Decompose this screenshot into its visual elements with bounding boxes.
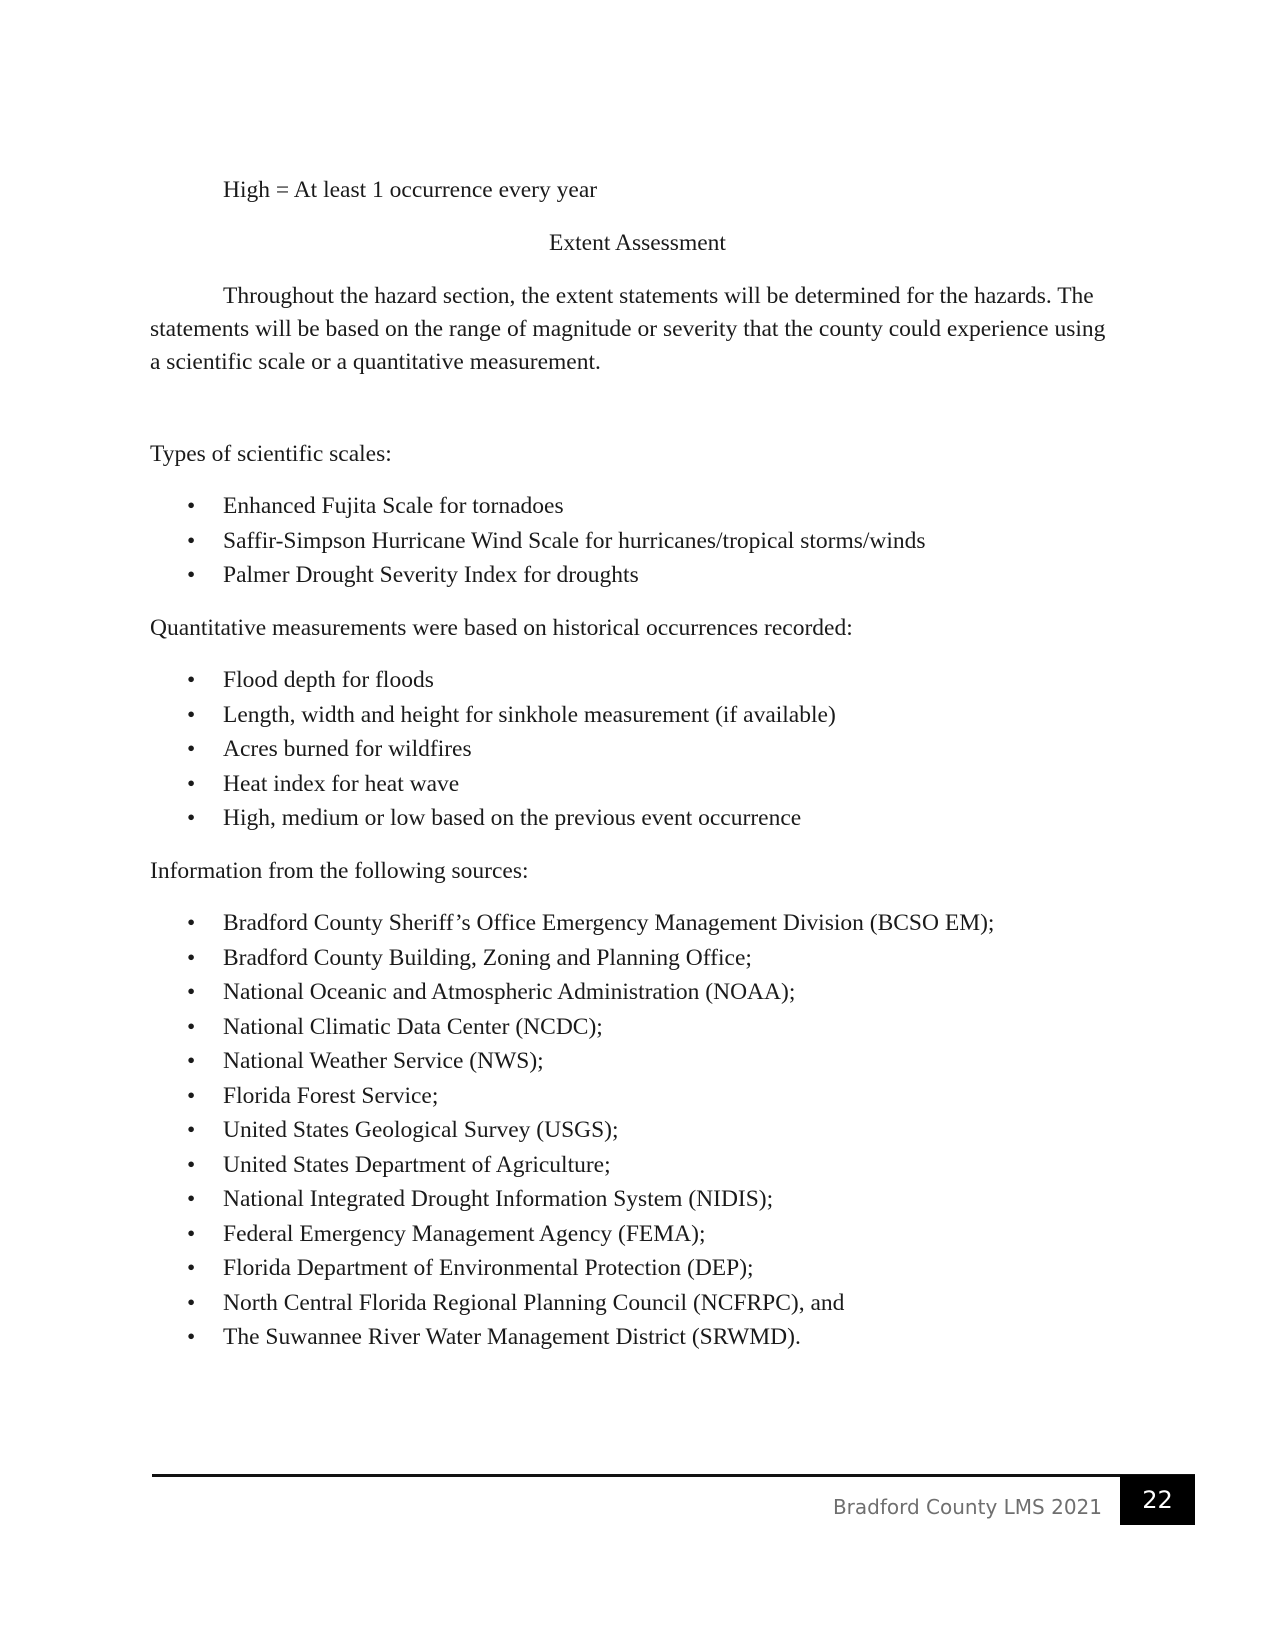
bullet-icon: • [187,805,196,831]
bullet-icon: • [187,944,196,971]
bullet-icon: • [187,770,196,797]
sources-list [150,907,994,1356]
bullet-icon: • [187,1013,196,1040]
bullet-icon: • [187,1117,196,1143]
page-number-badge [1120,1475,1195,1525]
list-item: • National Climatic Data Center (NCDC); [150,1011,994,1046]
scales-list [150,490,926,594]
bullet-icon: • [187,667,196,693]
bullet-icon: • [187,1082,196,1109]
list-item: • Federal Emergency Management Agency (FEMA); [150,1218,994,1253]
page-number: 22 [1142,1486,1173,1514]
list-item: • Acres burned for wildfires [150,733,836,768]
bullet-icon: • [187,910,196,936]
extent-paragraph [150,280,1110,379]
list-item: • Heat index for heat wave [150,768,836,803]
frequency-definition-high: High = At least 1 occurrence every year [223,177,598,203]
bullet-icon: • [187,979,196,1005]
list-item: • Bradford County Building, Zoning and Planning Office; [150,942,994,977]
bullet-icon: • [187,701,196,728]
bullet-icon: • [187,1186,196,1212]
bullet-icon: • [187,1324,196,1350]
sources-label: Information from the following sources: [150,858,529,884]
list-item: • National Integrated Drought Information System (NIDIS); [150,1183,994,1218]
list-item: • Flood depth for floods [150,664,836,699]
list-item: • North Central Florida Regional Planning Council (NCFRPC), and [150,1287,994,1322]
extent-paragraph-text: Throughout the hazard section, the extent statements will be determined for the hazards. The statements will be based on the range of magnitude or severity that the county could experience using a scientific scale or a quantitative measurement. [150,283,1106,375]
list-item: • The Suwannee River Water Management District (SRWMD). [150,1321,994,1356]
quantitative-list [150,664,836,837]
footer-divider [152,1474,1195,1477]
bullet-icon: • [187,493,196,519]
list-item: • Florida Forest Service; [150,1080,994,1115]
bullet-icon: • [187,527,196,554]
footer-document-title: Bradford County LMS 2021 [832,1495,1102,1519]
list-item: • High, medium or low based on the previous event occurrence [150,802,836,837]
bullet-icon: • [187,1289,196,1316]
bullet-icon: • [187,562,196,588]
list-item: • National Oceanic and Atmospheric Administration (NOAA); [150,976,994,1011]
list-item: • National Weather Service (NWS); [150,1045,994,1080]
list-item: • Palmer Drought Severity Index for droughts [150,559,926,594]
bullet-icon: • [187,1255,196,1281]
list-item: • Saffir-Simpson Hurricane Wind Scale for hurricanes/tropical storms/winds [150,525,926,560]
bullet-icon: • [187,1048,196,1074]
extent-assessment-heading: Extent Assessment [549,230,726,256]
list-item: • Florida Department of Environmental Protection (DEP); [150,1252,994,1287]
quantitative-label: Quantitative measurements were based on historical occurrences recorded: [150,615,853,641]
list-item: • Bradford County Sheriff’s Office Emergency Management Division (BCSO EM); [150,907,994,942]
list-item: • Length, width and height for sinkhole measurement (if available) [150,699,836,734]
bullet-icon: • [187,1220,196,1247]
scales-label: Types of scientific scales: [150,441,392,467]
list-item: • Enhanced Fujita Scale for tornadoes [150,490,926,525]
list-item: • United States Geological Survey (USGS); [150,1114,994,1149]
list-item: • United States Department of Agriculture; [150,1149,994,1184]
bullet-icon: • [187,1151,196,1178]
bullet-icon: • [187,736,196,762]
